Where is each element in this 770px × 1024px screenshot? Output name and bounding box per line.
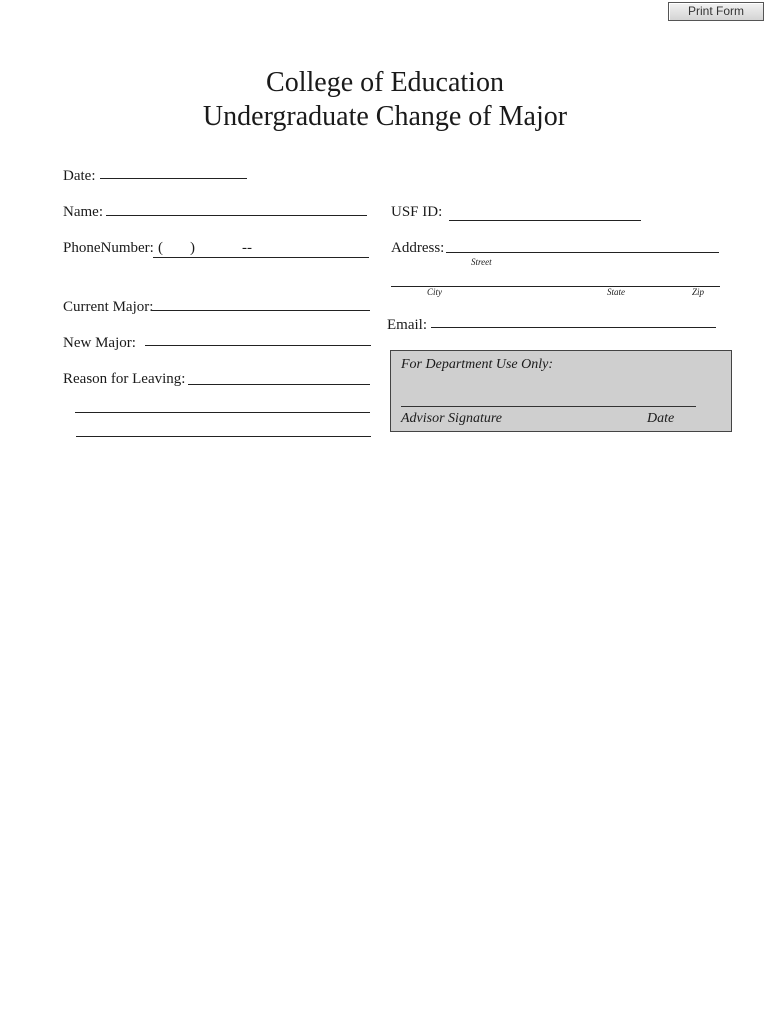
state-label: State: [607, 287, 625, 297]
date-field[interactable]: [100, 178, 247, 179]
reason-field-line1[interactable]: [188, 384, 370, 385]
current-major-field[interactable]: [152, 310, 370, 311]
address-label: Address:: [391, 240, 445, 256]
current-major-label: Current Major:: [63, 299, 154, 315]
department-use-box: [390, 350, 732, 432]
phone-label: PhoneNumber:: [63, 240, 154, 256]
reason-field-line3[interactable]: [76, 436, 371, 437]
email-label: Email:: [387, 317, 427, 333]
usf-id-label: USF ID:: [391, 204, 443, 220]
usf-id-field[interactable]: [449, 220, 641, 221]
print-form-button[interactable]: Print Form: [668, 2, 764, 21]
page-title-line1: College of Education: [266, 67, 504, 98]
department-date-label: Date: [647, 411, 675, 426]
new-major-label: New Major:: [63, 335, 136, 351]
street-field[interactable]: [446, 252, 719, 253]
page-title-line2: Undergraduate Change of Major: [202, 101, 568, 132]
advisor-signature-label: Advisor Signature: [401, 411, 502, 426]
phone-dash: --: [242, 240, 252, 256]
new-major-field[interactable]: [145, 345, 371, 346]
reason-label: Reason for Leaving:: [63, 371, 186, 387]
phone-open-paren: (: [158, 240, 163, 256]
department-use-title: For Department Use Only:: [401, 357, 554, 372]
phone-close-paren: ): [190, 240, 195, 256]
name-field[interactable]: [106, 215, 367, 216]
phone-field[interactable]: [153, 257, 369, 258]
name-label: Name:: [63, 204, 103, 220]
reason-field-line2[interactable]: [75, 412, 370, 413]
date-label: Date:: [63, 168, 96, 184]
email-field[interactable]: [431, 327, 716, 328]
zip-label: Zip: [692, 287, 705, 297]
city-label: City: [427, 287, 442, 297]
street-label: Street: [471, 257, 492, 267]
advisor-signature-field[interactable]: [401, 406, 696, 407]
